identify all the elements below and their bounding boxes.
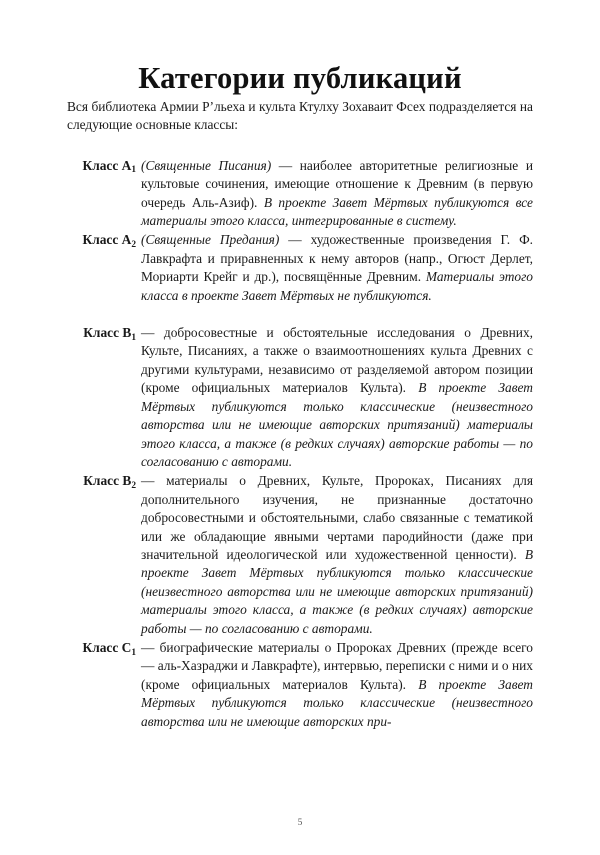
class-description-roman: — добросовестные и обстоятельные исследования о Древних, Культе, Писаниях, а также о взаимоотношениях культа Древних с другими культурами, независимо от разделяемой автором позиции (кроме официальных материалов Культа). (141, 325, 533, 396)
class-entry (67, 639, 533, 731)
class-description (141, 324, 533, 471)
class-description (141, 472, 533, 638)
class-label (67, 639, 136, 657)
class-label-subscript: 1 (131, 647, 136, 658)
class-label-subscript: 1 (131, 165, 136, 176)
class-label (67, 324, 136, 342)
class-description-italic-note: В проекте Завет Мёртвых публикуются только классические (неизвестного авторства или не имеющие авторских притязаний) материалы этого класса, а также (в редких случаях) авторские работы — по согласованию с авторами. (141, 380, 533, 469)
class-label-subscript: 2 (131, 480, 136, 491)
class-label-text: Класс B (83, 473, 132, 489)
page-title: Категории публикаций (138, 61, 462, 96)
class-label-text: Класс C (82, 639, 132, 655)
class-label (67, 157, 136, 175)
class-description (141, 639, 533, 731)
class-description-italic-note: В проекте Завет Мёртвых публикуются только классические (неизвестного авторства или не имеющие авторских притязаний) материалы этого класса, а также (в редких случаях) авторские работы — по согласованию с авторами. (141, 546, 533, 636)
class-entry (67, 324, 533, 471)
class-description-roman: — биографические материалы о Пророках Древних (прежде всего — аль-Хазраджи и Лавкрафте), интервью, переписки с ними и о них (кроме официальных материалов Культа). (141, 639, 533, 692)
class-description-italic-note: Материалы этого класса в проекте Завет Мёртвых не публикуются. (141, 269, 533, 303)
class-parenthetical: (Священные Писания) (141, 157, 272, 173)
class-entry (67, 157, 533, 231)
class-label-subscript: 2 (131, 240, 136, 251)
class-entry (67, 231, 533, 305)
class-description-roman: — наиболее авторитетные религиозные и культовые сочинения, имеющие отношение к Древним (в первую очередь Аль-Азиф). (141, 157, 533, 210)
class-label (67, 472, 136, 490)
class-parenthetical: (Священные Предания) (141, 232, 280, 248)
class-label-text: Класс A (82, 232, 132, 248)
class-label-text: Класс A (82, 157, 132, 173)
page-body (67, 98, 533, 731)
class-description-roman: — художественные произведения Г. Ф. Лавкрафта и приравненных к нему авторов (напр., Огюст Дерлет, Мориарти Крейг и др.), посвящённые Древним. (141, 232, 533, 285)
class-description-italic-note: В проекте Завет Мёртвых публикуются только классические (неизвестного авторства или не имеющие авторских при- (141, 676, 533, 729)
class-description (141, 231, 533, 305)
class-label-text: Класс B (83, 325, 132, 341)
class-definition-list (67, 157, 533, 731)
class-label (67, 231, 136, 249)
class-description-roman: — материалы о Древних, Культе, Пророках, Писаниях для дополнительного изучения, не признанные достаточно добросовестными и обстоятельными, слабо связанные с тематикой или же обладающие явными чертами пародийности (даже при значительной идеологической или художественной ценности). (141, 473, 533, 562)
intro-paragraph: Вся библиотека Армии Р’льеха и культа Ктулху Зохаваит Фсех подразделяется на следующие основные классы: (67, 99, 533, 133)
class-label-subscript: 1 (131, 332, 136, 343)
class-entry (67, 472, 533, 638)
page-number: 5 (297, 818, 303, 828)
class-description-italic-note: В проекте Завет Мёртвых публикуются все материалы этого класса, интегрированные в систему. (141, 194, 533, 229)
class-description (141, 157, 533, 231)
